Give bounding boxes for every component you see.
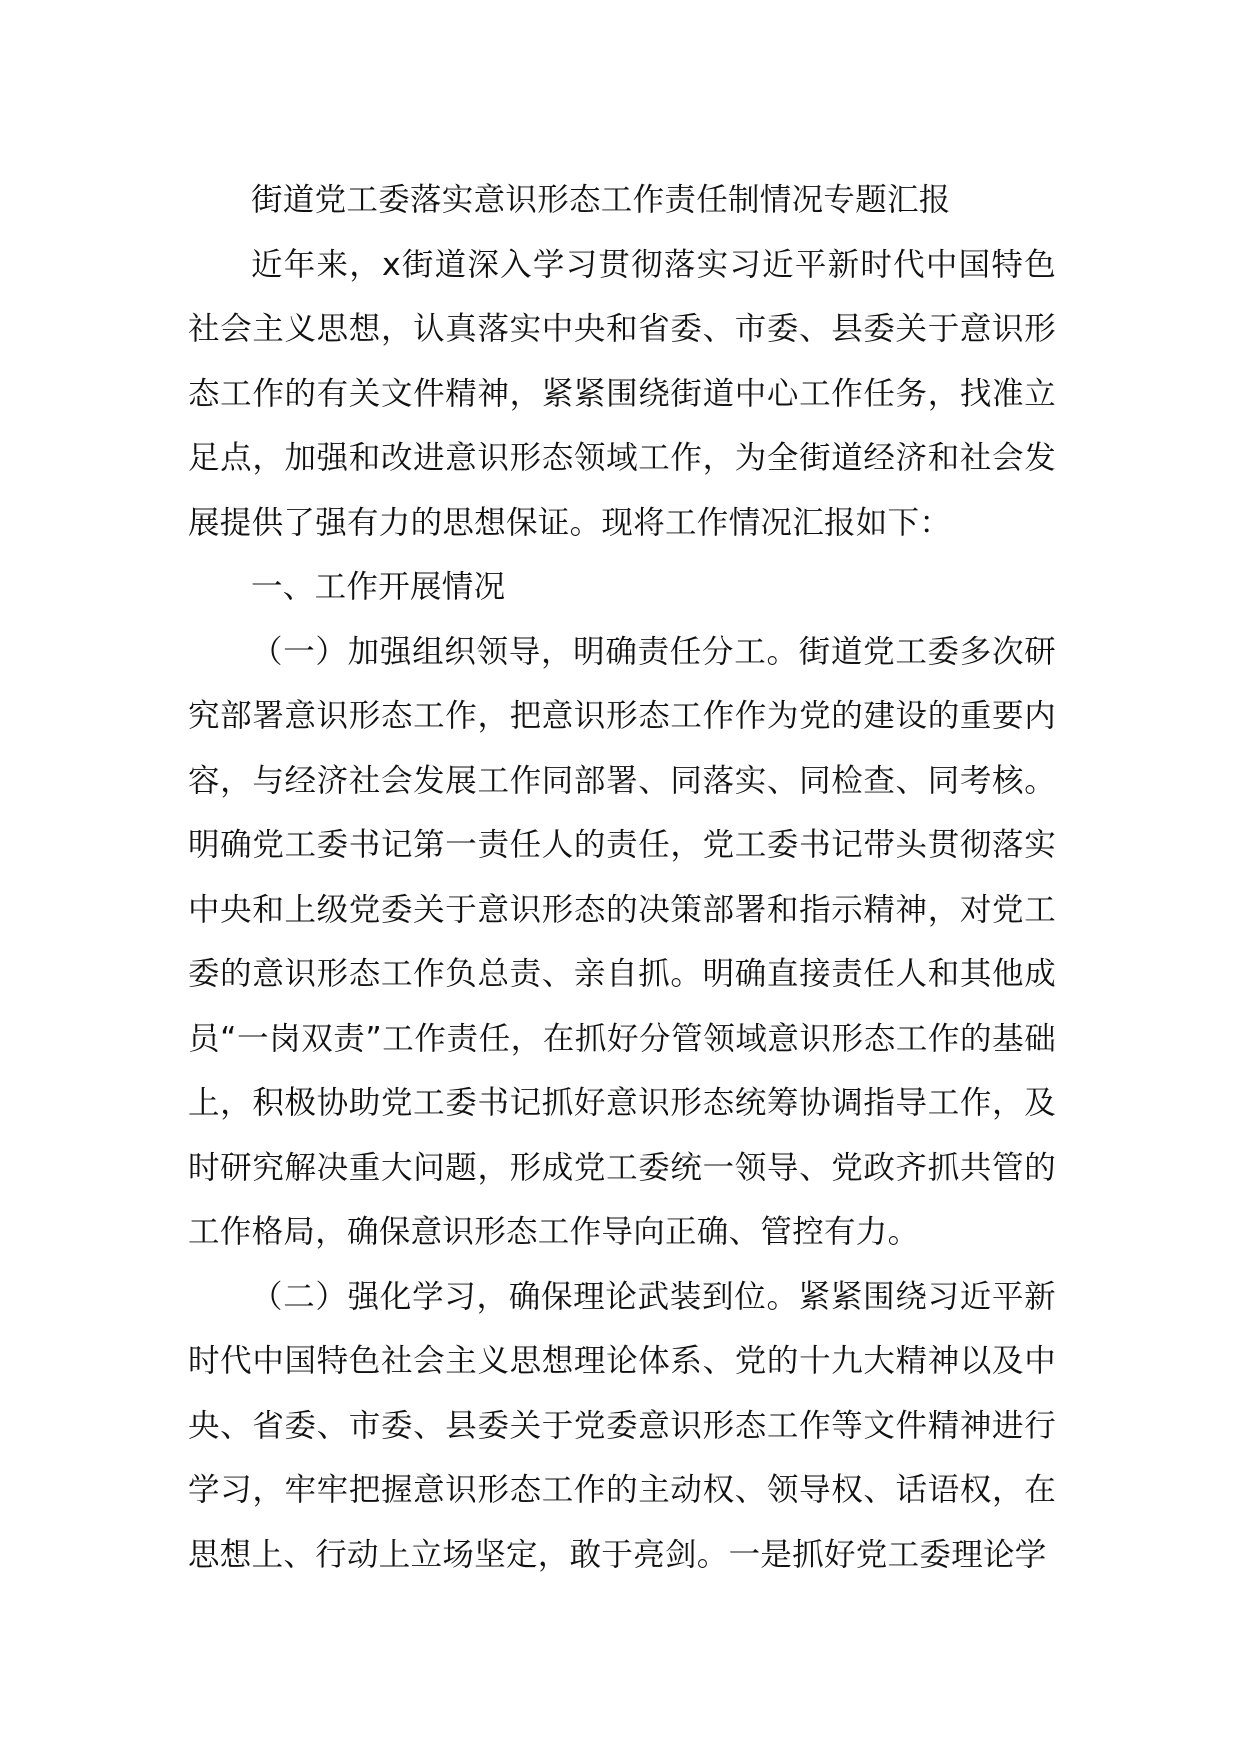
section-heading: 一、工作开展情况 [251, 569, 506, 605]
document-body [188, 168, 1056, 1587]
paragraph-organization: （一）加强组织领导，明确责任分工。街道党工委多次研究部署意识形态工作，把意识形态工作作为党的建设的重要内容，与经济社会发展工作同部署、同落实、同检查、同考核。明确党工委书记第一责任人的责任，党工委书记带头贯彻落实中央和上级党委关于意识形态的决策部署和指示精神，对党工委的意识形态工作负总责、亲自抓。明确直接责任人和其他成员“一岗双责”工作责任，在抓好分管领域意识形态工作的基础上，积极协助党工委书记抓好意识形态统筹协调指导工作，及时研究解决重大问题，形成党工委统一领导、党政齐抓共管的工作格局，确保意识形态工作导向正确、管控有力。 [188, 633, 1056, 1250]
paragraph-study: （二）强化学习，确保理论武装到位。紧紧围绕习近平新时代中国特色社会主义思想理论体系、党的十九大精神以及中央、省委、市委、县委关于党委意识形态工作等文件精神进行学习，牢牢把握意识形态工作的主动权、领导权、话语权，在思想上、行动上立场坚定，敢于亮剑。一是抓好党工委理论学 [188, 1278, 1056, 1573]
document-title: 街道党工委落实意识形态工作责任制情况专题汇报 [251, 182, 951, 218]
intro-paragraph: 近年来，x街道深入学习贯彻落实习近平新时代中国特色社会主义思想，认真落实中央和省委、市委、县委关于意识形态工作的有关文件精神，紧紧围绕街道中心工作任务，找准立足点，加强和改进意识形态领域工作，为全街道经济和社会发展提供了强有力的思想保证。现将工作情况汇报如下： [188, 246, 1056, 541]
